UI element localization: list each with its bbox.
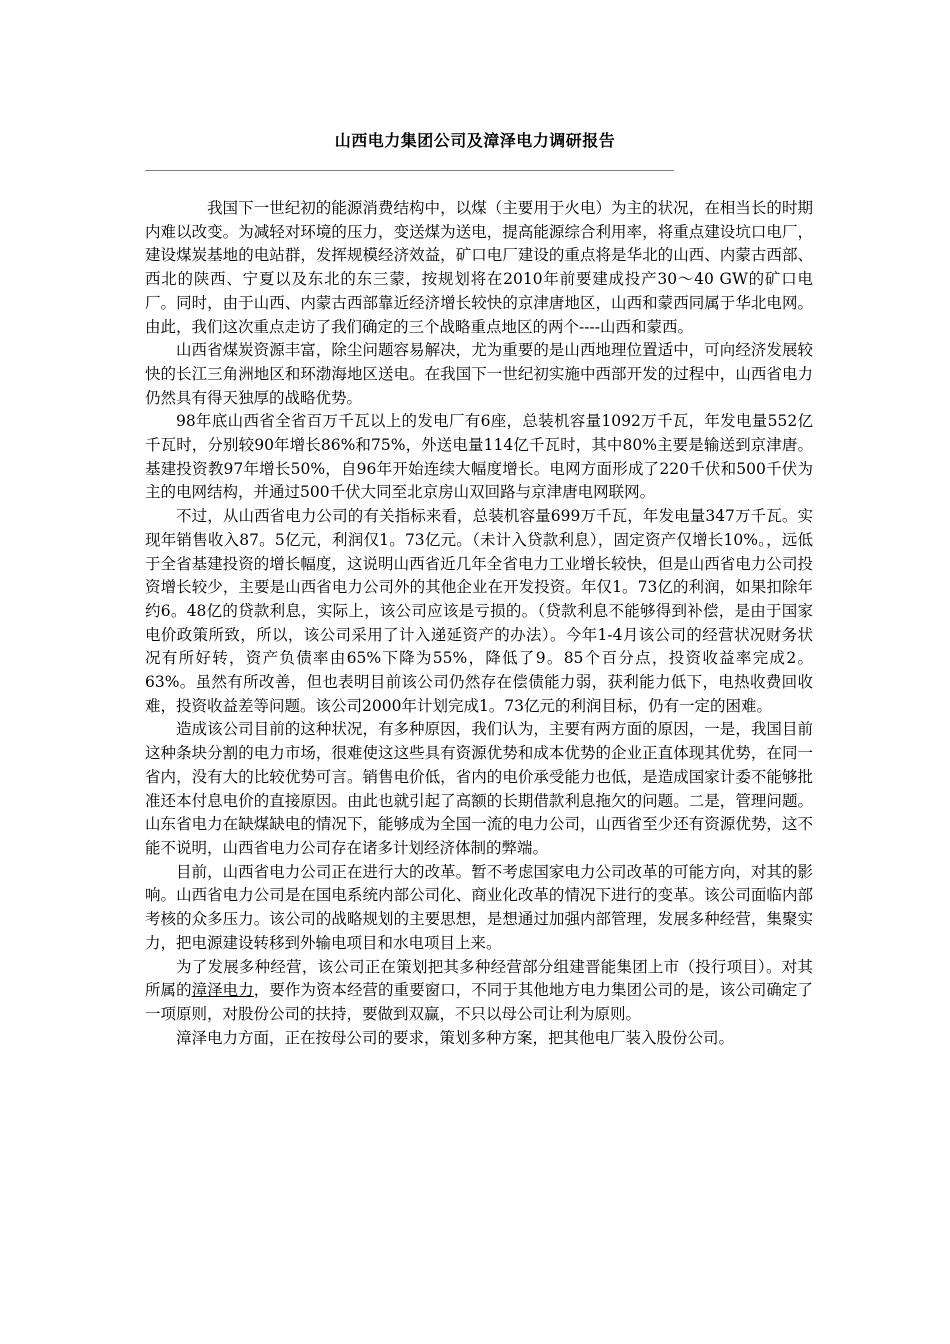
report-title: 山西电力集团公司及漳泽电力调研报告	[334, 131, 616, 150]
paragraph-3: 98年底山西省全省百万千瓦以上的发电厂有6座，总装机容量1092万千瓦，年发电量552亿千瓦时，分别较90年增长86%和75%，外送电量114亿千瓦时，其中80%主要是输送到京津唐。基建投资教97年增长50%，自96年开始连续大幅度增长。电网方面形成了220千伏和500千伏为主的电网结构，并通过500千伏大同至北京房山双回路与京津唐电网联网。	[145, 412, 813, 502]
paragraph-6: 目前，山西省电力公司正在进行大的改革。暂不考虑国家电力公司改革的可能方向，对其的影响。山西省电力公司是在国电系统内部公司化、商业化改革的情况下进行的变革。该公司面临内部考核的众多压力。该公司的战略规划的主要思想，是想通过加强内部管理，发展多种经营，集聚实力，把电源建设转移到外输电项目和水电项目上来。	[145, 862, 813, 952]
paragraph-7	[145, 956, 813, 1027]
paragraph-7-after-link: ，要作为资本经营的重要窗口，不同于其他地方电力集团公司的是，该公司确定了一项原则，对股份公司的扶持，要做到双赢，不只以母公司让利为原则。	[145, 981, 813, 1023]
paragraph-2: 山西省煤炭资源丰富，除尘问题容易解决，尤为重要的是山西地理位置适中，可向经济发展较快的长江三角洲地区和环渤海地区送电。在我国下一世纪初实施中西部开发的过程中，山西省电力仍然具有得天独厚的战略优势。	[145, 341, 813, 407]
title-divider	[145, 170, 674, 171]
paragraph-4: 不过，从山西省电力公司的有关指标来看，总装机容量699万千瓦，年发电量347万千瓦。实现年销售收入87。5亿元，利润仅1。73亿元。（未计入贷款利息），固定资产仅增长10%。，远低于全省基建投资的增长幅度，这说明山西省近几年全省电力工业增长较快，但是山西省电力公司投资增长较少，主要是山西省电力公司外的其他企业在开发投资。年仅1。73亿的利润，如果扣除年约6。48亿的贷款利息，实际上，该公司应该是亏损的。（贷款利息不能够得到补偿，是由于国家电价政策所致，所以，该公司采用了计入递延资产的办法）。今年1-4月该公司的经营状况财务状况有所好转，资产负债率由65%下降为55%，降低了9。85个百分点，投资收益率完成2。63%。虽然有所改善，但也表明目前该公司仍然存在偿债能力弱，获利能力低下，电热收费回收难，投资收益差等问题。该公司2000年计划完成1。73亿元的利润目标，仍有一定的困难。	[145, 507, 813, 715]
paragraph-5: 造成该公司目前的这种状况，有多种原因，我们认为，主要有两方面的原因，一是，我国目前这种条块分割的电力市场，很难使这这些具有资源优势和成本优势的企业正直体现其优势，在同一省内，没有大的比较优势可言。销售电价低，省内的电价承受能力也低，是造成国家计委不能够批准还本付息电价的直接原因。由此也就引起了高额的长期借款利息拖欠的问题。二是，管理问题。山东省电力在缺煤缺电的情况下，能够成为全国一流的电力公司，山西省至少还有资源优势，这不能不说明，山西省电力公司存在诸多计划经济体制的弊端。	[145, 720, 813, 857]
paragraph-1: 我国下一世纪初的能源消费结构中，以煤（主要用于火电）为主的状况，在相当长的时期内难以改变。为减轻对环境的压力，变送煤为送电，提高能源综合利用率，将重点建设坑口电厂，建设煤炭基地的电站群，发挥规模经济效益，矿口电厂建设的重点将是华北的山西、内蒙古西部、西北的陕西、宁夏以及东北的东三蒙，按规划将在2010年前要建成投产30～40 GW的矿口电厂。同时，由于山西、内蒙古西部靠近经济增长较快的京津唐地区，山西和蒙西同属于华北电网。由此，我们这次重点走访了我们确定的三个战略重点地区的两个----山西和蒙西。	[145, 199, 813, 336]
zhangze-power-link[interactable]: 漳泽电力	[191, 981, 254, 1000]
report-body	[145, 197, 813, 1050]
paragraph-8: 漳泽电力方面，正在按母公司的要求，策划多种方案，把其他电厂装入股份公司。	[176, 1028, 735, 1047]
paragraph-7-before-link: 为了发展多种经营，该公司正在策划把其多种经营部分组建晋能集团上市（投行项目）。对其所属的	[145, 957, 813, 1000]
